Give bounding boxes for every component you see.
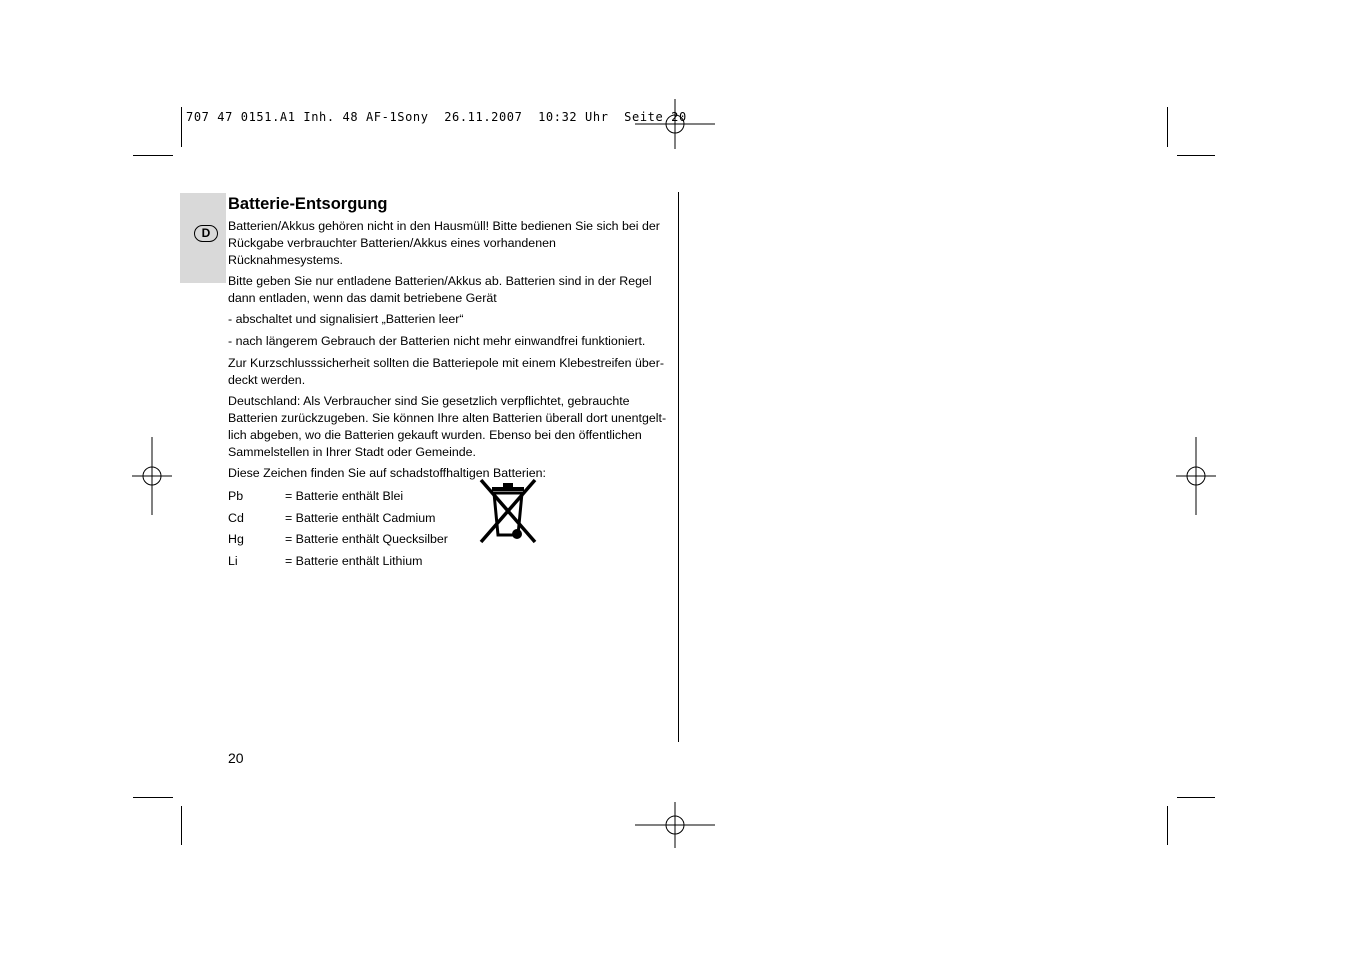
crop-mark xyxy=(181,806,182,845)
paragraph xyxy=(228,311,668,328)
table-row xyxy=(228,486,668,508)
registration-mark-icon xyxy=(132,437,172,515)
crop-mark xyxy=(181,107,182,147)
symbol-meaning: = Batterie enthält Quecksilber xyxy=(285,532,448,546)
registration-mark-icon xyxy=(1176,437,1216,515)
symbol-meaning: = Batterie enthält Blei xyxy=(285,489,404,503)
crop-mark xyxy=(1167,806,1168,845)
text-line: Zur Kurzschlusssicherheit sollten die Batteriepole mit einem Klebestreifen über- xyxy=(228,356,664,370)
paragraph xyxy=(228,355,668,389)
table-row xyxy=(228,551,668,573)
language-badge: D xyxy=(194,225,218,242)
symbol-code: Li xyxy=(228,553,238,568)
text-line: deckt werden. xyxy=(228,373,306,387)
text-line: Rückgabe verbrauchter Batterien/Akkus eines vorhandenen Rücknahmesystems. xyxy=(228,236,556,267)
content-column xyxy=(228,193,668,572)
symbol-code: Pb xyxy=(228,489,244,503)
crop-mark xyxy=(133,797,173,798)
text-line: Deutschland: Als Verbraucher sind Sie gesetzlich verpflichtet, gebrauchte xyxy=(228,394,630,408)
print-slug: 707 47 0151.A1 Inh. 48 AF-1Sony 26.11.2007 10:32 Uhr Seite 20 xyxy=(186,110,687,124)
symbol-code: Hg xyxy=(228,532,244,546)
paragraph xyxy=(228,273,668,307)
text-line: Diese Zeichen finden Sie auf schadstoffhaltigen Batterien: xyxy=(228,466,547,480)
symbol-code: Cd xyxy=(228,510,244,525)
crop-mark xyxy=(1177,797,1215,798)
table-row xyxy=(228,529,668,551)
text-line: - abschaltet und signalisiert „Batterien leer“ xyxy=(228,312,464,326)
paragraph xyxy=(228,465,668,482)
crop-mark xyxy=(133,155,173,156)
page-number: 20 xyxy=(228,750,244,766)
symbol-meaning: = Batterie enthält Lithium xyxy=(285,553,423,568)
crop-mark xyxy=(1167,107,1168,147)
section-title: Batterie-Entsorgung xyxy=(228,195,388,213)
crop-mark xyxy=(1177,155,1215,156)
text-line: Batterien zurückzugeben. Sie können Ihre alten Batterien überall dort unentgelt- xyxy=(228,411,667,425)
column-divider xyxy=(678,192,679,742)
paragraph xyxy=(228,393,668,461)
text-line: dann entladen, wenn das damit betriebene Gerät xyxy=(228,291,497,305)
registration-mark-icon xyxy=(635,802,715,848)
table-row xyxy=(228,508,668,530)
registration-mark-icon xyxy=(635,99,715,149)
paragraph xyxy=(228,218,668,269)
symbol-meaning: = Batterie enthält Cadmium xyxy=(285,510,436,525)
crossed-out-wheelie-bin-icon xyxy=(478,477,538,545)
text-line: Batterien/Akkus gehören nicht in den Hausmüll! Bitte bedienen Sie sich bei der xyxy=(228,219,660,233)
text-line: - nach längerem Gebrauch der Batterien nicht mehr einwandfrei funktioniert. xyxy=(228,334,646,348)
hazard-symbol-table xyxy=(228,486,668,572)
text-line: Bitte geben Sie nur entladene Batterien/Akkus ab. Batterien sind in der Regel xyxy=(228,274,652,288)
text-line: Sammelstellen in Ihrer Stadt oder Gemeinde. xyxy=(228,445,476,459)
paragraph xyxy=(228,333,668,350)
text-line: lich abgeben, wo die Batterien gekauft wurden. Ebenso bei den öffentlichen xyxy=(228,428,642,442)
